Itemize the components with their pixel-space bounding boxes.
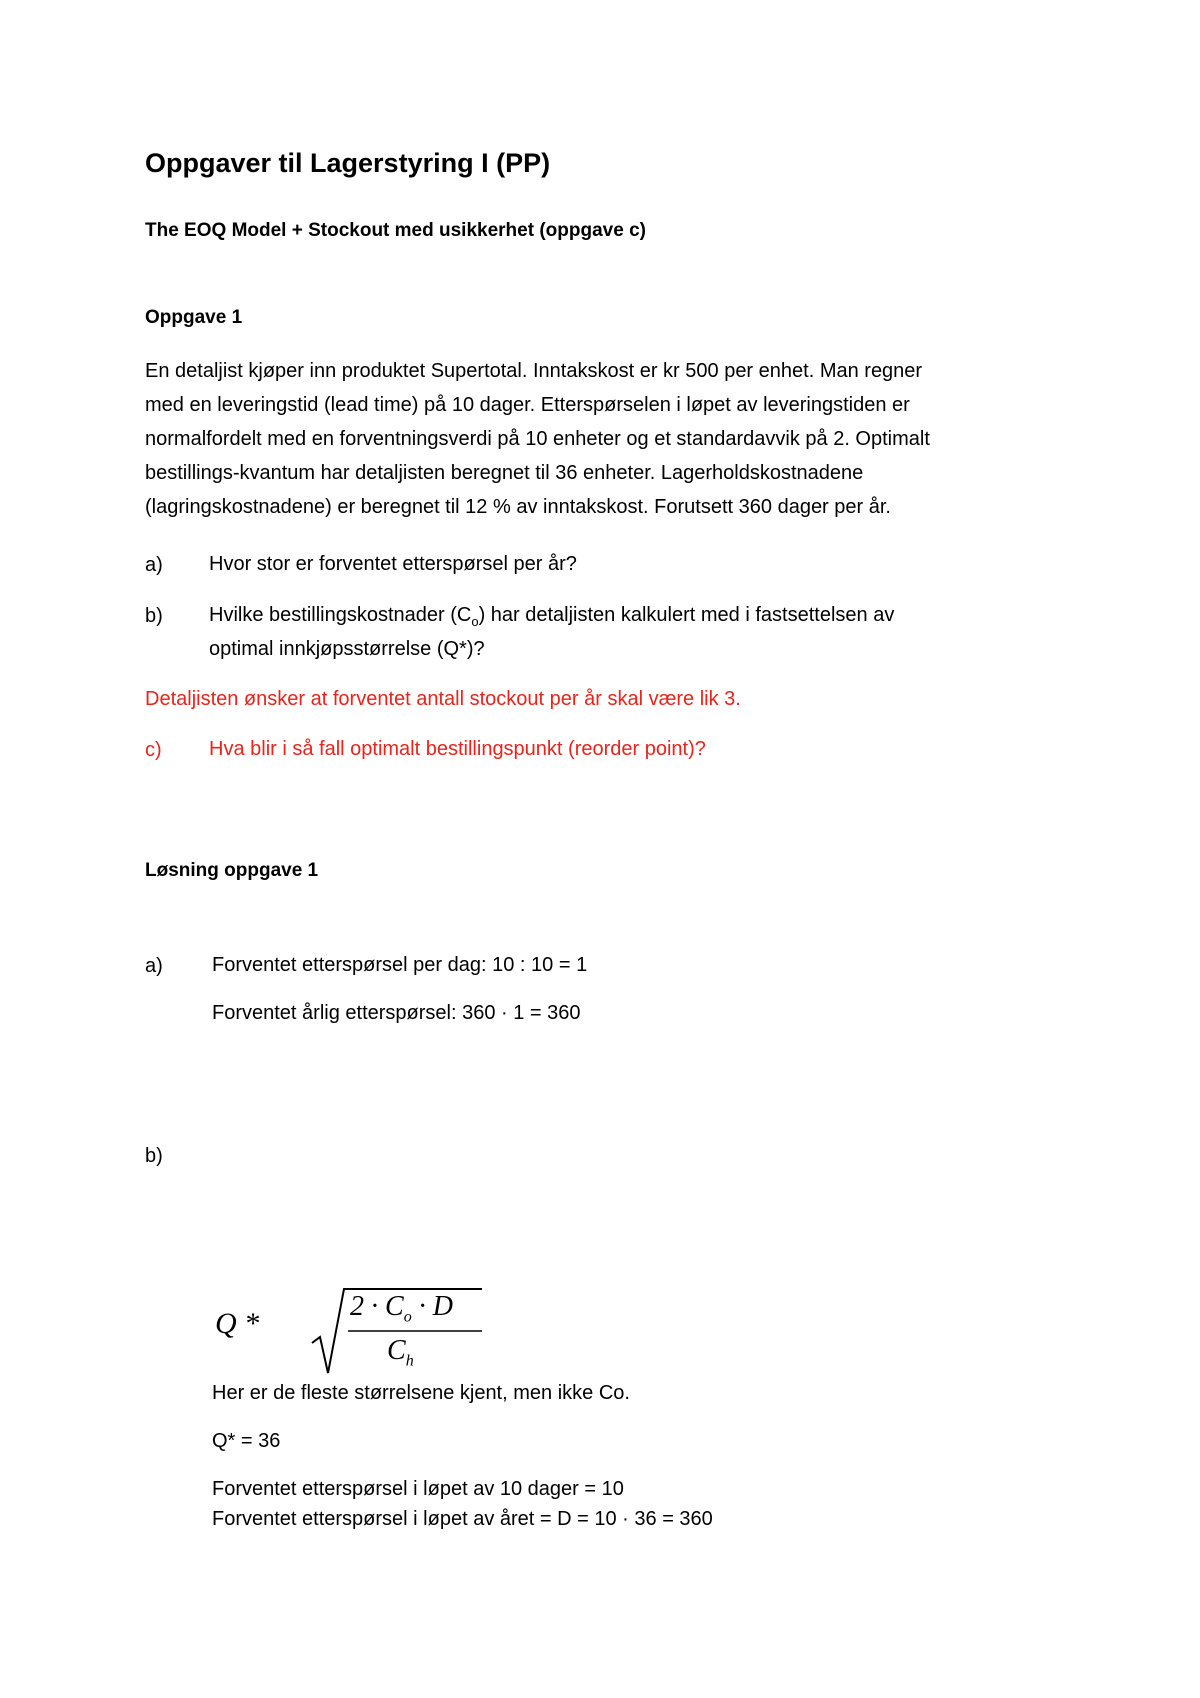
question-b-label: b) xyxy=(145,605,163,627)
formula-denominator-sub: h xyxy=(405,1352,414,1370)
page-subtitle: The EOQ Model + Stockout med usikkerhet (oppgave c) xyxy=(145,220,646,241)
solution-b-label: b) xyxy=(145,1145,163,1167)
paragraph-line: normalfordelt med en forventningsverdi på 10 enheter og et standardavvik på 2. Optimalt xyxy=(145,428,930,450)
formula-denominator xyxy=(387,1335,414,1371)
formula-numerator xyxy=(350,1291,453,1327)
solution-a-line-1: Forventet etterspørsel per dag: 10 : 10 = 1 xyxy=(212,954,588,976)
task-heading: Oppgave 1 xyxy=(145,307,243,328)
solution-b-line-1: Her er de fleste størrelsene kjent, men ikke Co. xyxy=(212,1382,630,1404)
question-a-text: Hvor stor er forventet etterspørsel per år? xyxy=(209,553,577,575)
solution-b-line-2: Q* = 36 xyxy=(212,1430,281,1452)
question-b-text-end: ) har detaljisten kalkulert med i fastsettelsen av xyxy=(478,604,895,626)
formula-numerator-coef: 2 · C xyxy=(350,1291,404,1322)
solution-b-line-4: Forventet etterspørsel i løpet av året = D = 10 · 36 = 360 xyxy=(212,1508,713,1530)
eoq-formula xyxy=(215,1285,495,1375)
paragraph-line: En detaljist kjøper inn produktet Supertotal. Inntakskost er kr 500 per enhet. Man regner xyxy=(145,360,923,382)
task-paragraph xyxy=(145,354,1045,524)
question-b-line-2: optimal innkjøpsstørrelse (Q*)? xyxy=(209,638,485,660)
paragraph-line: med en leveringstid (lead time) på 10 dager. Etterspørselen i løpet av leveringstiden er xyxy=(145,394,910,416)
paragraph-line: bestillings-kvantum har detaljisten beregnet til 36 enheter. Lagerholdskostnadene xyxy=(145,462,864,484)
question-c-text: Hva blir i så fall optimalt bestillingspunkt (reorder point)? xyxy=(209,738,706,760)
formula-denominator-c: C xyxy=(387,1335,406,1366)
question-c-label: c) xyxy=(145,739,162,761)
solution-a-label: a) xyxy=(145,955,163,977)
question-b-text-start: Hvilke bestillingskostnader (C xyxy=(209,604,472,626)
solution-a-line-2: Forventet årlig etterspørsel: 360 · 1 = 360 xyxy=(212,1002,581,1024)
formula-numerator-sub: o xyxy=(403,1308,412,1326)
ordering-cost-subscript: o xyxy=(471,614,479,629)
solution-b-line-3: Forventet etterspørsel i løpet av 10 dager = 10 xyxy=(212,1478,624,1500)
question-a-label: a) xyxy=(145,554,163,576)
formula-numerator-d: · D xyxy=(418,1291,453,1322)
solution-heading: Løsning oppgave 1 xyxy=(145,860,319,881)
paragraph-line: (lagringskostnadene) er beregnet til 12 % av inntakskost. Forutsett 360 dager per år. xyxy=(145,496,891,518)
page-title: Oppgaver til Lagerstyring I (PP) xyxy=(145,148,551,178)
red-statement: Detaljisten ønsker at forventet antall stockout per år skal være lik 3. xyxy=(145,688,741,710)
formula-lhs: Q * xyxy=(215,1307,260,1340)
